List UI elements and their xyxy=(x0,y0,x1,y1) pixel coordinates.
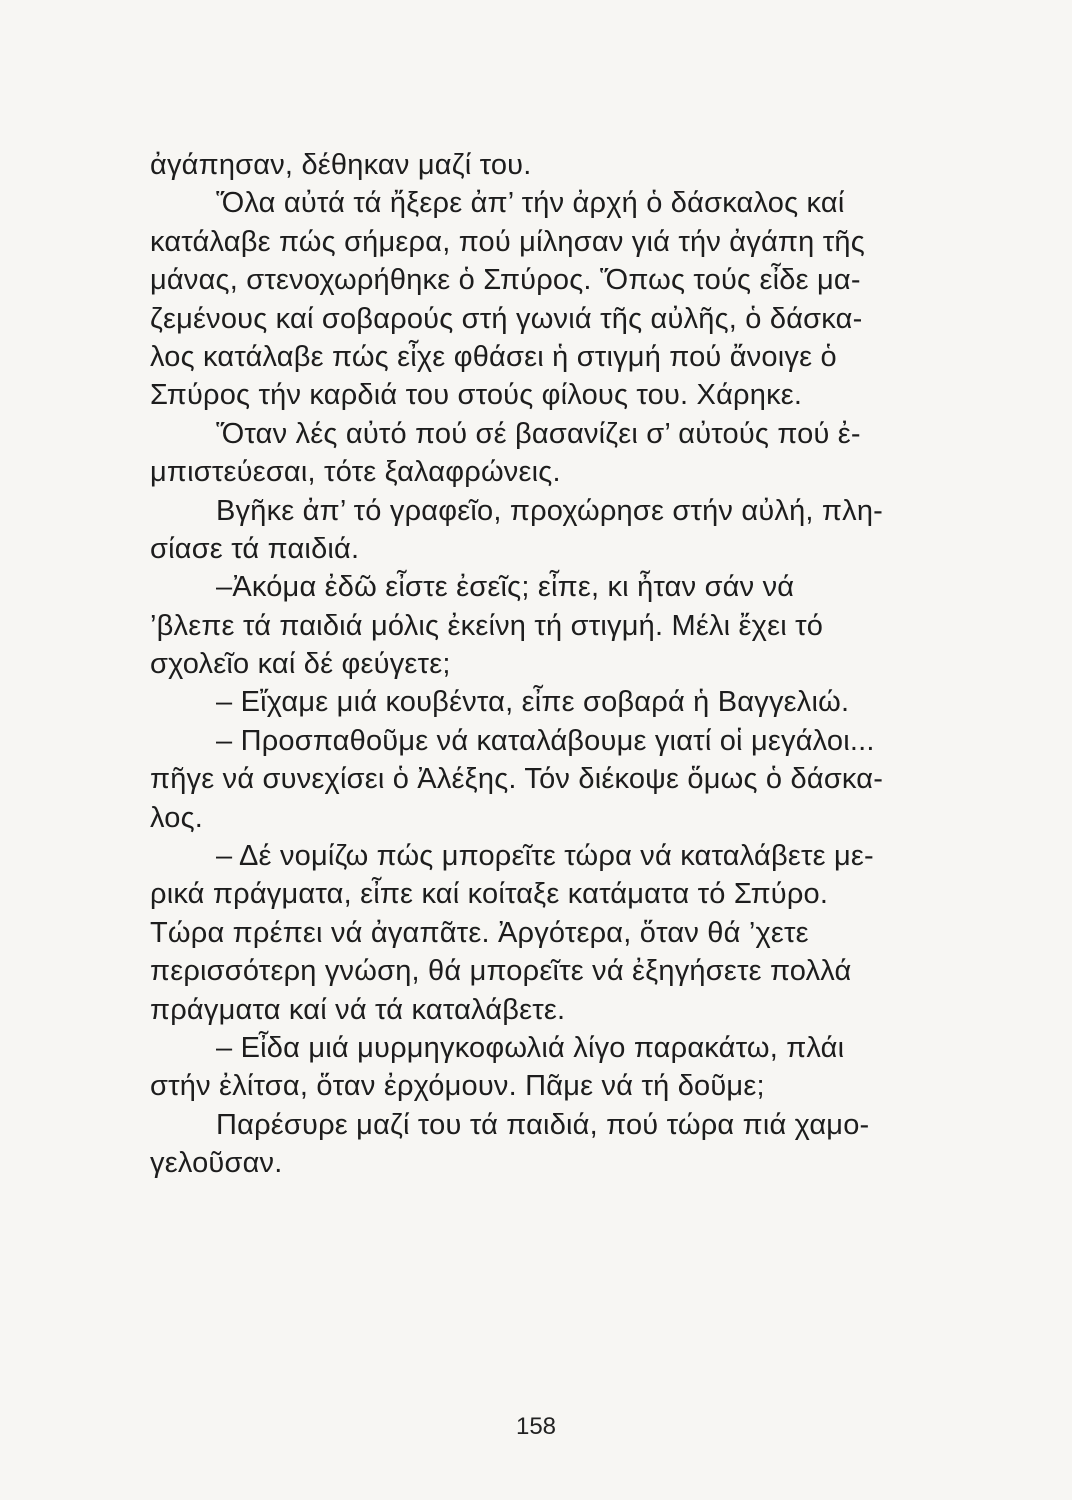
text-line: – Δέ νομίζω πώς μπορεῖτε τώρα νά καταλάβετε με- xyxy=(216,840,874,873)
text-line: Παρέσυρε μαζί του τά παιδιά, πού τώρα πιά χαμο- xyxy=(216,1108,870,1141)
text-line: στήν ἐλίτσα, ὅταν ἐρχόμουν. Πᾶμε νά τή δοῦμε; xyxy=(150,1070,765,1103)
text-line: ρικά πράγματα, εἶπε καί κοίταξε κατάματα τό Σπύρο. xyxy=(150,878,829,911)
text-line: γελοῦσαν. xyxy=(150,1147,283,1180)
text-line: σχολεῖο καί δέ φεύγετε; xyxy=(150,648,451,681)
text-line: μπιστεύεσαι, τότε ξαλαφρώνεις. xyxy=(150,456,561,489)
text-line: σίασε τά παιδιά. xyxy=(150,532,360,565)
text-line: Ὅταν λές αὐτό πού σέ βασανίζει σ’ αὐτούς πού ἐ- xyxy=(216,417,861,450)
text-line: Βγῆκε ἀπ’ τό γραφεῖο, προχώρησε στήν αὐλή, πλη- xyxy=(216,494,884,527)
text-line: ’βλεπε τά παιδιά μόλις ἐκείνη τή στιγμή. Μέλι ἔχει τό xyxy=(150,609,824,642)
text-line: Σπύρος τήν καρδιά του στούς φίλους του. Χάρηκε. xyxy=(150,379,803,412)
text-line: Τώρα πρέπει νά ἀγαπᾶτε. Ἀργότερα, ὅταν θά ’χετε xyxy=(150,916,809,949)
text-line: μάνας, στενοχωρήθηκε ὁ Σπύρος. Ὅπως τούς εἶδε μα- xyxy=(150,264,861,297)
text-line: ζεμένους καί σοβαρούς στή γωνιά τῆς αὐλῆς, ὁ δάσκα- xyxy=(150,302,863,335)
body-text xyxy=(150,146,970,1183)
text-line: κατάλαβε πώς σήμερα, πού μίλησαν γιά τήν ἀγάπη τῆς xyxy=(150,225,865,258)
text-line: –Ἀκόμα ἐδῶ εἶστε ἐσεῖς; εἶπε, κι ἦταν σάν νά xyxy=(216,571,795,604)
text-line: Ὅλα αὐτά τά ἤξερε ἀπ’ τήν ἀρχή ὁ δάσκαλος καί xyxy=(216,187,845,220)
text-line: περισσότερη γνώση, θά μπορεῖτε νά ἐξηγήσετε πολλά xyxy=(150,955,852,988)
text-line: – Εἴχαμε μιά κουβέντα, εἶπε σοβαρά ἡ Βαγγελιώ. xyxy=(216,686,850,719)
text-line: πῆγε νά συνεχίσει ὁ Ἀλέξης. Τόν διέκοψε ὅμως ὁ δάσκα- xyxy=(150,763,884,796)
text-line: πράγματα καί νά τά καταλάβετε. xyxy=(150,993,566,1026)
page-number: 158 xyxy=(515,1413,557,1440)
text-line: λος κατάλαβε πώς εἶχε φθάσει ἡ στιγμή πού ἄνοιγε ὁ xyxy=(150,340,837,373)
text-line: – Εἶδα μιά μυρμηγκοφωλιά λίγο παρακάτω, πλάι xyxy=(216,1031,845,1064)
text-line: – Προσπαθοῦμε νά καταλάβουμε γιατί οἱ μεγάλοι... xyxy=(216,724,875,757)
text-line: λος. xyxy=(150,801,204,834)
text-line: ἀγάπησαν, δέθηκαν μαζί του. xyxy=(150,149,532,181)
